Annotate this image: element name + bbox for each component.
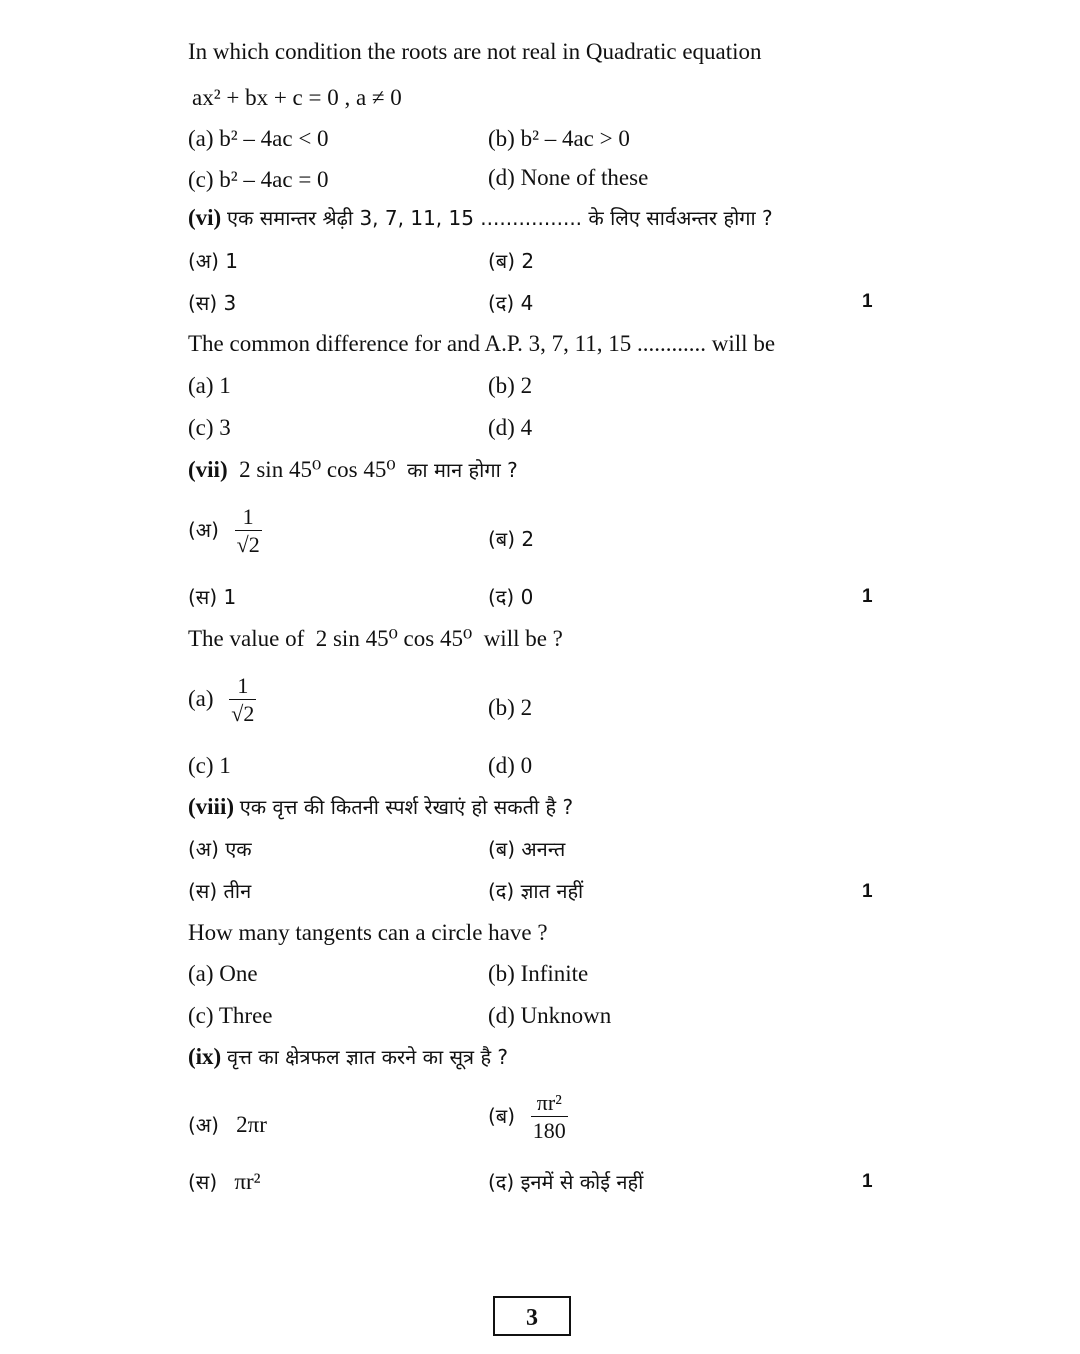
- q6-hindi-text: एक समान्तर श्रेढ़ी 3, 7, 11, 15 ................ के लिए सार्वअन्तर होगा ?: [226, 206, 773, 230]
- q6-hindi-option-d: (द) 4: [488, 291, 534, 315]
- fraction-denominator: √2: [236, 532, 260, 557]
- q7-option-d: (d) 0: [488, 753, 533, 778]
- fraction: [531, 1090, 568, 1145]
- fraction: [229, 673, 256, 728]
- q6-option-d: (d) 4: [488, 415, 533, 440]
- q7-question-post: will be ?: [483, 626, 563, 651]
- fraction-numerator: 1: [242, 504, 254, 529]
- marks-label: 1: [862, 881, 873, 902]
- q7-hindi-option-b: (ब) 2: [488, 527, 535, 551]
- question-number: (ix): [188, 1044, 222, 1069]
- option-label: (a): [188, 685, 214, 711]
- q7-hindi-text: का मान होगा ?: [407, 458, 518, 482]
- q9-hindi-option-c: [188, 1168, 261, 1196]
- q7-hindi-expression: 2 sin 45⁰ cos 45⁰: [239, 457, 396, 482]
- q8-hindi-option-b: (ब) अनन्त: [488, 837, 566, 861]
- q6-hindi-question: [188, 204, 773, 232]
- q7-option-c: (c) 1: [188, 753, 231, 778]
- q8-hindi-question: [188, 793, 573, 821]
- q7-question: [188, 625, 563, 653]
- page-number: 3: [493, 1296, 571, 1336]
- q8-hindi-option-a: (अ) एक: [188, 837, 252, 861]
- q8-option-a: (a) One: [188, 961, 258, 986]
- fraction: [235, 504, 262, 559]
- fraction-numerator: 1: [237, 673, 249, 698]
- q5-equation: ax² + bx + c = 0 , a ≠ 0: [192, 85, 402, 110]
- q6-option-c: (c) 3: [188, 415, 231, 440]
- q6-hindi-option-c: (स) 3: [188, 291, 237, 315]
- fraction-numerator: πr²: [536, 1090, 562, 1115]
- q8-option-c: (c) Three: [188, 1003, 273, 1028]
- q9-hindi-question: [188, 1043, 508, 1071]
- q5-option-b: (b) b² – 4ac > 0: [488, 126, 630, 151]
- marks-label: 1: [862, 586, 873, 607]
- q8-option-b: (b) Infinite: [488, 961, 589, 986]
- q7-hindi-question: [188, 456, 518, 484]
- q6-option-a: (a) 1: [188, 373, 231, 398]
- question-number: (vi): [188, 205, 222, 230]
- option-label: (ब): [488, 1103, 516, 1128]
- q9-hindi-option-d: (द) इनमें से कोई नहीं: [488, 1170, 644, 1194]
- q7-option-b: (b) 2: [488, 695, 533, 720]
- q5-option-c: (c) b² – 4ac = 0: [188, 167, 329, 192]
- fraction-denominator: 180: [532, 1118, 566, 1143]
- q9-hindi-option-b: [488, 1090, 568, 1145]
- q5-question: In which condition the roots are not real in Quadratic equation: [188, 39, 762, 64]
- question-number: (vii): [188, 457, 228, 482]
- q6-question: The common difference for and A.P. 3, 7, 11, 15 ............ will be: [188, 331, 776, 356]
- question-number: (viii): [188, 794, 234, 819]
- q7-hindi-option-d: (द) 0: [488, 585, 534, 609]
- fraction-denominator: √2: [231, 701, 255, 726]
- option-label: (स): [188, 1170, 218, 1194]
- marks-label: 1: [862, 1171, 873, 1192]
- q5-option-a: (a) b² – 4ac < 0: [188, 126, 329, 151]
- option-label: (अ): [188, 517, 219, 542]
- q9-hindi-option-a: [188, 1111, 267, 1139]
- q6-option-b: (b) 2: [488, 373, 533, 398]
- q7-hindi-option-a: [188, 504, 262, 559]
- q5-option-d: (d) None of these: [488, 165, 649, 190]
- q8-question: How many tangents can a circle have ?: [188, 920, 548, 945]
- option-value: 2πr: [236, 1112, 267, 1137]
- q7-expression: 2 sin 45⁰ cos 45⁰: [315, 626, 473, 651]
- q8-hindi-option-c: (स) तीन: [188, 879, 252, 903]
- q6-hindi-option-b: (ब) 2: [488, 249, 535, 273]
- q7-question-pre: The value of: [188, 626, 305, 651]
- q6-hindi-option-a: (अ) 1: [188, 249, 238, 273]
- option-label: (अ): [188, 1113, 219, 1137]
- q9-hindi-text: वृत्त का क्षेत्रफल ज्ञात करने का सूत्र है ?: [226, 1045, 509, 1069]
- marks-label: 1: [862, 291, 873, 312]
- option-value: πr²: [234, 1169, 261, 1194]
- q8-hindi-option-d: (द) ज्ञात नहीं: [488, 879, 584, 903]
- q8-hindi-text: एक वृत्त की कितनी स्पर्श रेखाएं हो सकती है ?: [239, 795, 574, 819]
- q7-option-a: [188, 673, 256, 728]
- q7-hindi-option-c: (स) 1: [188, 585, 237, 609]
- q8-option-d: (d) Unknown: [488, 1003, 612, 1028]
